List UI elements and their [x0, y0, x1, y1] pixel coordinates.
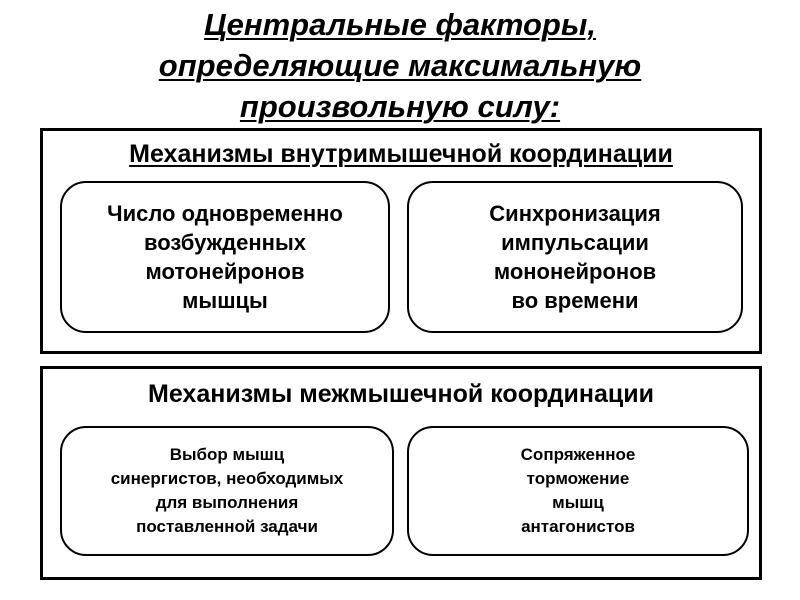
diagram-title: [0, 4, 800, 127]
title-line-1: Центральные факторы,: [204, 7, 596, 42]
box-line: Число одновременно: [107, 201, 343, 226]
box-line: мотонейронов: [145, 259, 305, 284]
box-line: Выбор мышц: [169, 445, 285, 464]
intermuscular-heading: Механизмы межмышечной координации: [148, 380, 654, 408]
box-line: мышцы: [182, 288, 268, 313]
intramuscular-heading: Механизмы внутримышечной координации: [129, 140, 673, 168]
box-line: торможение: [526, 469, 630, 488]
synergist-selection-box: [60, 426, 394, 556]
motoneuron-count-box: [60, 181, 390, 333]
impulse-synchronization-box: [407, 181, 743, 333]
box-line: во времени: [511, 288, 639, 313]
box-line: для выполнения: [155, 493, 299, 512]
intermuscular-coordination-panel: [40, 366, 762, 580]
box-line: возбужденных: [144, 230, 306, 255]
antagonist-inhibition-box: [407, 426, 749, 556]
antagonist-inhibition-text: [521, 443, 636, 539]
box-line: поставленной задачи: [136, 517, 318, 536]
synergist-selection-text: [111, 443, 344, 539]
box-line: Синхронизация: [489, 201, 661, 226]
box-line: мышц: [552, 493, 604, 512]
title-line-2: определяющие максимальную: [158, 48, 642, 83]
box-line: синергистов, необходимых: [110, 469, 344, 488]
box-line: антагонистов: [521, 517, 635, 536]
impulse-synchronization-text: [489, 199, 660, 315]
intramuscular-coordination-panel: [40, 128, 762, 354]
motoneuron-count-text: [107, 199, 343, 315]
box-line: мононейронов: [493, 259, 657, 284]
box-line: импульсации: [501, 230, 649, 255]
box-line: Сопряженное: [520, 445, 636, 464]
title-line-3: произвольную силу:: [239, 89, 561, 124]
